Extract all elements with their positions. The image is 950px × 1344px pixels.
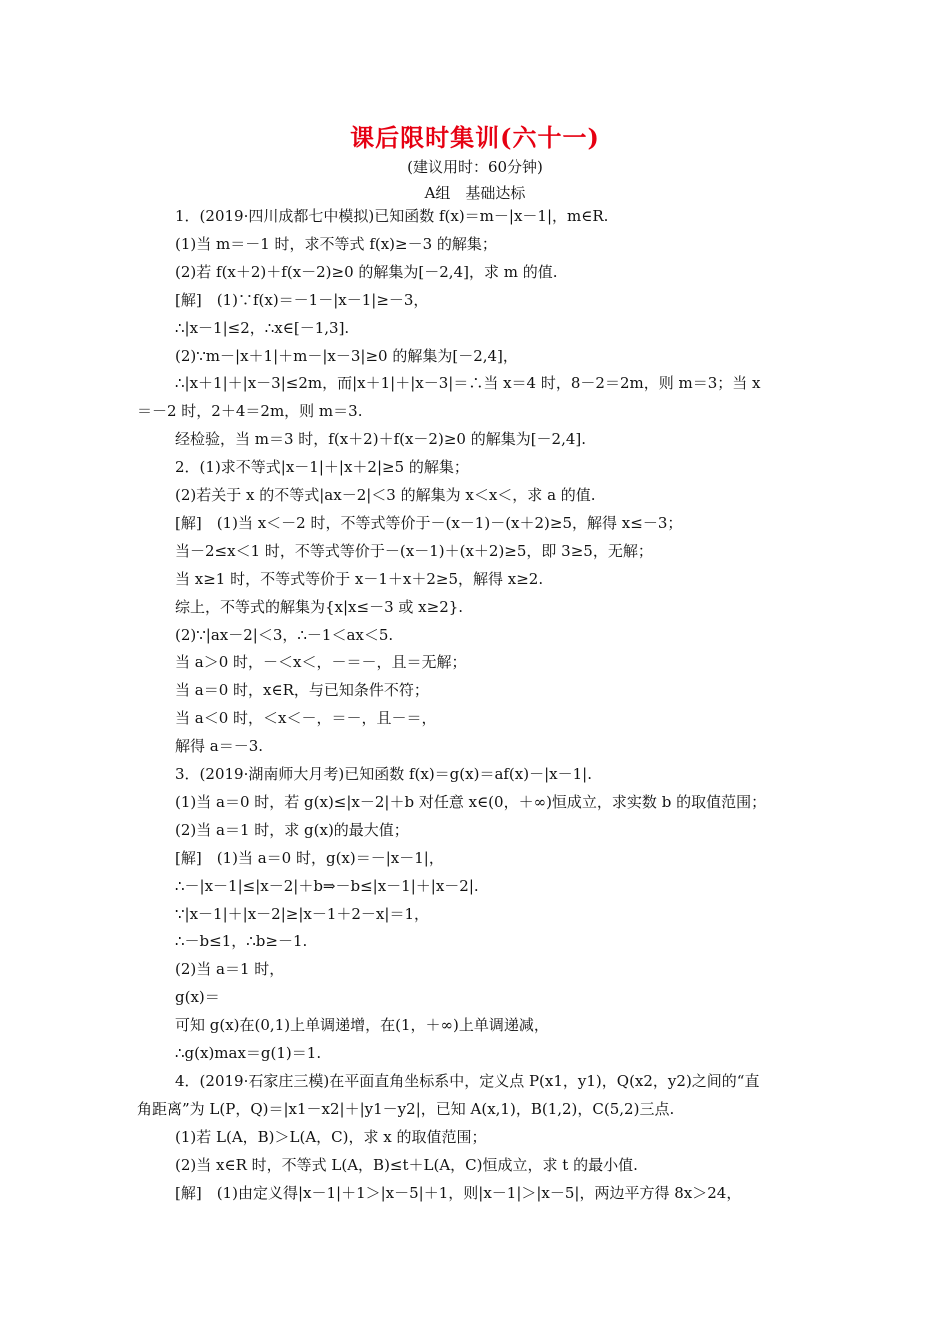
text-line: 可知 g(x)在(0,1)上单调递增，在(1，＋∞)上单调递减，	[175, 1016, 549, 1034]
text-line: (2)当 a＝1 时，求 g(x)的最大值；	[175, 821, 409, 839]
text-line: [解] (1)当 a＝0 时，g(x)＝－|x－1|，	[175, 849, 444, 867]
text-line: (2)当 a＝1 时，	[175, 960, 285, 978]
text-line: ＝－2 时，2＋4＝2m，则 m＝3.	[137, 402, 363, 420]
text-line: (2)当 x∈R 时，不等式 L(A，B)≤t＋L(A，C)恒成立，求 t 的最小值.	[175, 1156, 638, 1174]
text-line: (2)若关于 x 的不等式|ax－2|＜3 的解集为 x＜x＜，求 a 的值.	[175, 486, 596, 504]
text-line: [解] (1)∵f(x)＝－1－|x－1|≥－3，	[175, 291, 429, 309]
text-line: 综上，不等式的解集为{x|x≤－3 或 x≥2}.	[175, 598, 464, 616]
text-line: (2)若 f(x＋2)＋f(x－2)≥0 的解集为[－2,4]，求 m 的值.	[175, 263, 558, 281]
text-line: (2)∵|ax－2|＜3，∴－1＜ax＜5.	[175, 626, 394, 644]
time-suggestion: (建议用时：60分钟)	[407, 158, 543, 176]
text-line: [解] (1)由定义得|x－1|＋1＞|x－5|＋1，则|x－1|＞|x－5|，两边平方得 8x＞24，	[175, 1184, 742, 1202]
text-line: [解] (1)当 x＜－2 时，不等式等价于－(x－1)－(x＋2)≥5，解得 x≤－3；	[175, 514, 683, 532]
text-line: ∵|x－1|＋|x－2|≥|x－1＋2－x|＝1，	[175, 905, 429, 923]
text-line: (1)若 L(A，B)＞L(A，C)，求 x 的取值范围；	[175, 1128, 487, 1146]
text-line: ∴|x－1|≤2，∴x∈[－1,3].	[175, 319, 350, 337]
text-line: 4．(2019·石家庄三模)在平面直角坐标系中，定义点 P(x1，y1)，Q(x2，y2)之间的“直	[175, 1072, 760, 1090]
text-line: 当 a＜0 时，＜x＜－，＝－，且－＝，	[175, 709, 437, 727]
page-title: 课后限时集训(六十一)	[350, 123, 600, 152]
text-line: 当 a＞0 时，－＜x＜，－＝－，且＝无解；	[175, 653, 467, 671]
text-line: (2)∵m－|x＋1|＋m－|x－3|≥0 的解集为[－2,4]，	[175, 347, 518, 365]
text-line: 当 a＝0 时，x∈R，与已知条件不符；	[175, 681, 429, 699]
text-line: 解得 a＝－3.	[175, 737, 264, 755]
text-line: ∴g(x)max＝g(1)＝1.	[175, 1044, 322, 1062]
group-heading: A组 基础达标	[424, 184, 526, 202]
text-line: g(x)＝	[175, 988, 220, 1006]
text-line: 3．(2019·湖南师大月考)已知函数 f(x)＝g(x)＝af(x)－|x－1|.	[175, 765, 592, 783]
text-line: 1．(2019·四川成都七中模拟)已知函数 f(x)＝m－|x－1|，m∈R.	[175, 207, 609, 225]
text-line: 当 x≥1 时，不等式等价于 x－1＋x＋2≥5，解得 x≥2.	[175, 570, 544, 588]
text-line: ∴－|x－1|≤|x－2|＋b⇒－b≤|x－1|＋|x－2|.	[175, 877, 479, 895]
text-line: 当－2≤x＜1 时，不等式等价于－(x－1)＋(x＋2)≥5，即 3≥5，无解；	[175, 542, 653, 560]
text-line: 角距离”为 L(P，Q)＝|x1－x2|＋|y1－y2|，已知 A(x,1)，B(1,2)，C(5,2)三点.	[137, 1100, 675, 1118]
text-line: (1)当 m＝－1 时，求不等式 f(x)≥－3 的解集；	[175, 235, 497, 253]
text-line: ∴－b≤1，∴b≥－1.	[175, 932, 308, 950]
text-line: 经检验，当 m＝3 时，f(x＋2)＋f(x－2)≥0 的解集为[－2,4].	[175, 430, 587, 448]
text-line: (1)当 a＝0 时，若 g(x)≤|x－2|＋b 对任意 x∈(0，＋∞)恒成立，求实数 b 的取值范围；	[175, 793, 767, 811]
text-line: ∴|x＋1|＋|x－3|≤2m，而|x＋1|＋|x－3|＝∴当 x＝4 时，8－2＝2m，则 m＝3；当 x	[175, 374, 761, 392]
text-line: 2．(1)求不等式|x－1|＋|x＋2|≥5 的解集；	[175, 458, 469, 476]
